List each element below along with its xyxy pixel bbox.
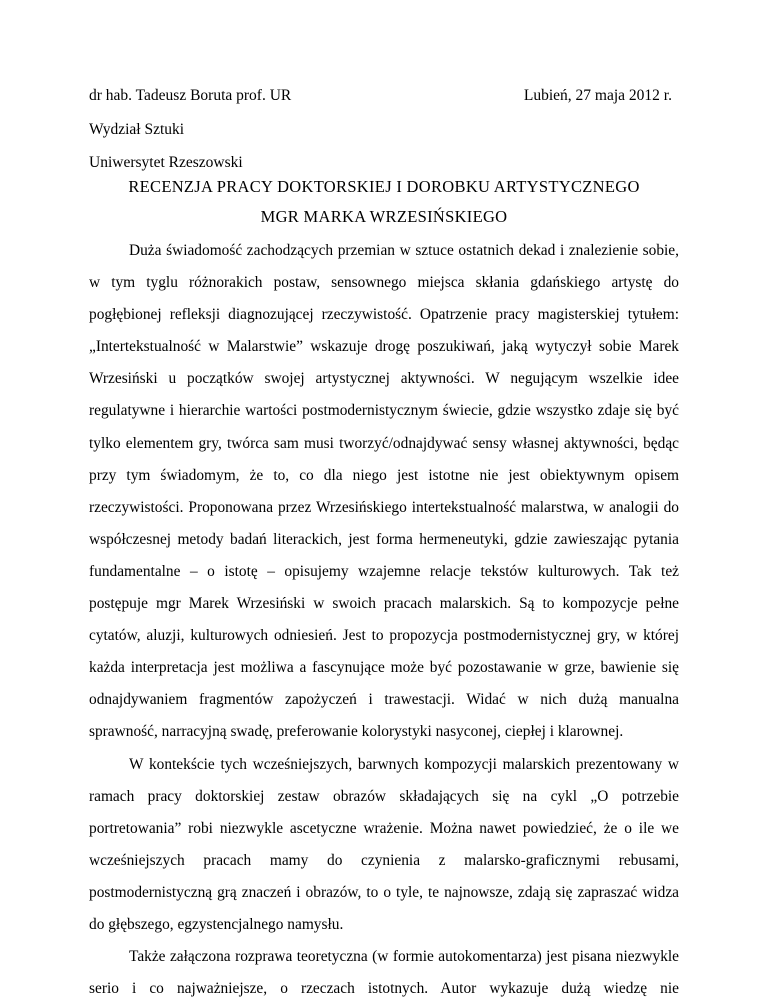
letter-header	[89, 86, 672, 106]
title-line-2: MGR MARKA WRZESIŃSKIEGO	[260, 207, 508, 226]
paragraph-1: Duża świadomość zachodzących przemian w sztuce ostatnich dekad i znalezienie sobie, w tym tyglu różnorakich postaw, sensownego miejsca skłania gdańskiego artystę do pogłębionej refleksji diagnozującej rzeczywistość. Opatrzenie pracy magisterskiej tytułem: „Intertekstualność w Malarstwie” wskazuje drogę poszukiwań, jaką wytyczył sobie Marek Wrzesiński u początków swojej artystycznej aktywności. W negującym wszelkie idee regulatywne i hierarchie wartości postmodernistycznym świecie, gdzie wszystko zdaje się być tylko elementem gry, twórca sam musi tworzyć/odnajdywać sensy własnej aktywności, będąc przy tym świadomym, że to, co dla niego jest istotne nie jest obiektywnym opisem rzeczywistości. Proponowana przez Wrzesińskiego intertekstualność malarstwa, w analogii do współczesnej metody badań literackich, jest forma hermeneutyki, gdzie zawieszając pytania fundamentalne – o istotę – opisujemy wzajemne relacje tekstów kulturowych. Tak też postępuje mgr Marek Wrzesiński w swoich pracach malarskich. Są to kompozycje pełne cytatów, aluzji, kulturowych odniesień. Jest to propozycja postmodernistycznej gry, w której każda interpretacja jest możliwa a fascynujące może być pozostawanie w grze, bawienie się odnajdywaniem fragmentów zapożyczeń i trawestacji. Widać w nich dużą manualna sprawność, narracyjną swadę, preferowanie kolorystyki nasyconej, ciepłej i klarownej.	[89, 242, 679, 741]
paragraph-3: Także załączona rozprawa teoretyczna (w formie autokomentarza) jest pisana niezwykle serio i co najważniejsze, o rzeczach istotnych. Autor wykazuje dużą wiedzę nie	[89, 948, 679, 998]
title-line-1: RECENZJA PRACY DOKTORSKIEJ I DOROBKU ARTYSTYCZNEGO	[128, 177, 640, 196]
department-line: Wydział Sztuki	[89, 121, 185, 138]
review-body	[89, 235, 679, 1005]
author-name: dr hab. Tadeusz Boruta prof. UR	[89, 87, 292, 104]
university-line: Uniwersytet Rzeszowski	[89, 154, 243, 171]
paragraph-2: W kontekście tych wcześniejszych, barwnych kompozycji malarskich prezentowany w ramach pracy doktorskiej zestaw obrazów składających się na cykl „O potrzebie portretowania” robi niezwykle ascetyczne wrażenie. Można nawet powiedzieć, że o ile we wcześniejszych pracach mamy do czynienia z malarsko-graficznymi rebusami, postmodernistyczną grą znaczeń i obrazów, to o tyle, te najnowsze, zdają się zapraszać widza do głębszego, egzystencjalnego namysłu.	[89, 755, 679, 933]
place-date: Lubień, 27 maja 2012 r.	[523, 87, 672, 104]
